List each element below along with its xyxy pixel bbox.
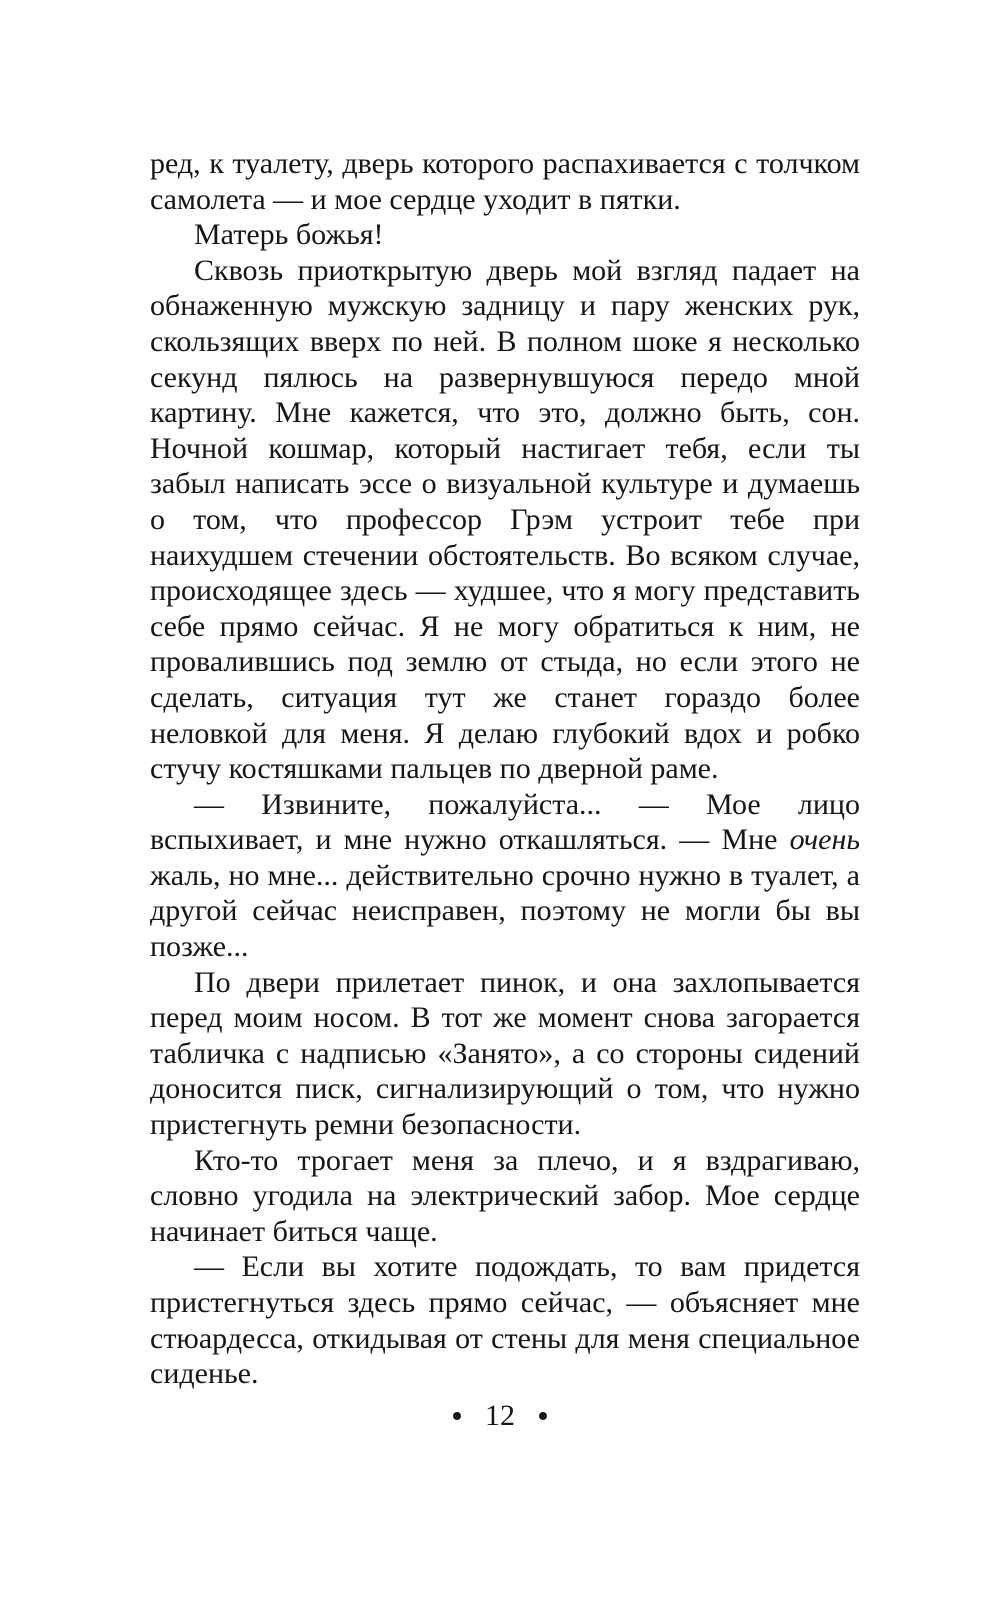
dialogue-text-before: — Извините, пожалуйста... — Мое лицо вспыхивает, и мне нужно откашляться. — Мне <box>150 787 860 857</box>
bullet-dot-icon <box>539 1412 547 1420</box>
paragraph-door-kick: По двери прилетает пинок, и она захлопывается перед моим носом. В тот же момент снова загорается табличка с надписью «Занято», а со стороны сидений доносится писк, сигнализирующий о том, что нужно пристегнуть ремни безопасности. <box>150 965 860 1142</box>
page-number: 12 <box>485 1399 515 1432</box>
paragraph-shoulder-touch: Кто-то трогает меня за плечо, и я вздрагиваю, словно угодила на электрический забор. Мое сердце начинает биться чаще. <box>150 1143 860 1248</box>
dialogue-emphasis: очень <box>789 823 860 857</box>
dialogue-text-after: жаль, но мне... действительно срочно нужно в туалет, а другой сейчас неисправен, поэтому не могли бы вы позже... <box>150 858 860 964</box>
paragraph-continuation: ред, к туалету, дверь которого распахивается с толчком самолета — и мое сердце уходит в пятки. <box>150 147 860 216</box>
page-number-footer <box>0 1398 1000 1434</box>
body-text <box>150 146 860 1392</box>
paragraph-stewardess: — Если вы хотите подождать, то вам придется пристегнуться здесь прямо сейчас, — объясняет мне стюардесса, откидывая от стены для меня специальное сиденье. <box>150 1250 860 1391</box>
bullet-dot-icon <box>453 1412 461 1420</box>
paragraph-exclamation: Матерь божья! <box>194 218 384 252</box>
paragraph-dialogue-apology <box>150 787 860 965</box>
paragraph-description: Сквозь приоткрытую дверь мой взгляд падает на обнаженную мужскую задницу и пару женских рук, скользящих вверх по ней. В полном шоке я несколько секунд пялюсь на развернувшуюся передо мной картину. Мне кажется, что это, должно быть, сон. Ночной кошмар, который настигает тебя, если ты забыл написать эссе о визуальной культуре и думаешь о том, что профессор Грэм устроит тебе при наихудшем стечении обстоятельств. Во всяком случае, происходящее здесь — худшее, что я могу представить себе прямо сейчас. Я не могу обратиться к ним, не провалившись под землю от стыда, но если этого не сделать, ситуация тут же станет гораздо более неловкой для меня. Я делаю глубокий вдох и робко стучу костяшками пальцев по дверной раме. <box>150 253 860 786</box>
